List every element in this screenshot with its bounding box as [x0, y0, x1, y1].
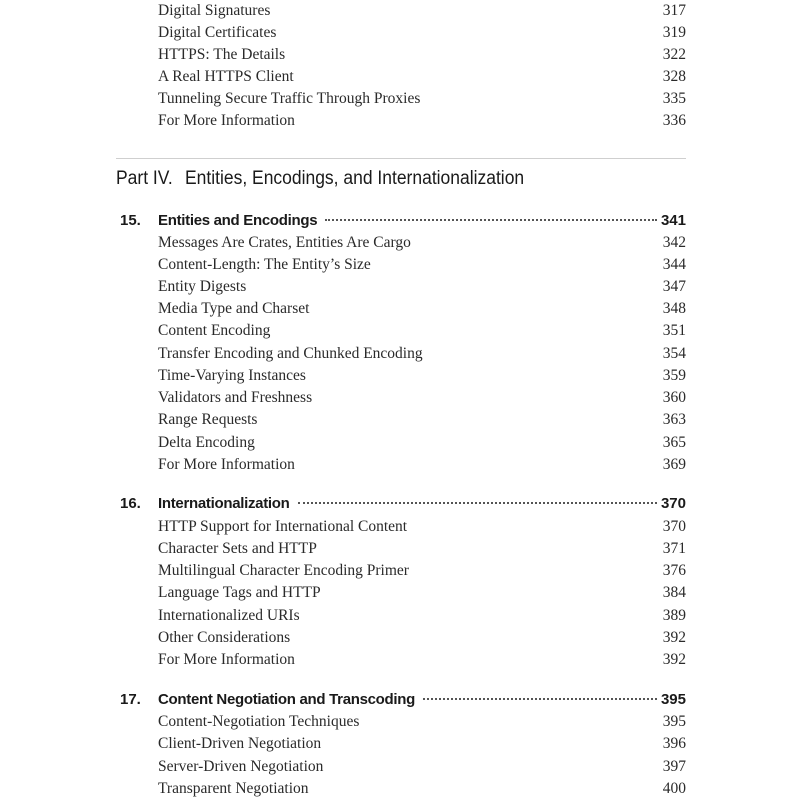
- chapter-heading[interactable]: [120, 209, 686, 233]
- toc-entry-page: 363: [662, 411, 686, 428]
- chapter-number: 16.: [120, 495, 141, 512]
- toc-entry-page: 397: [662, 758, 686, 775]
- toc-entry-page: 384: [662, 584, 686, 601]
- toc-entry: [158, 711, 686, 733]
- toc-entry-page: 354: [662, 345, 686, 362]
- toc-entry-title: Range Requests: [158, 411, 258, 428]
- toc-entry-title: HTTPS: The Details: [158, 46, 286, 63]
- toc-entry-title: A Real HTTPS Client: [158, 68, 294, 85]
- toc-entry-title: Messages Are Crates, Entities Are Cargo: [158, 234, 411, 251]
- toc-entry-page: 322: [662, 46, 686, 63]
- chapter-number: 15.: [120, 212, 141, 229]
- toc-entry-title: Internationalized URIs: [158, 607, 300, 624]
- toc-entry-page: 369: [662, 456, 686, 473]
- toc-entry-page: 360: [662, 389, 686, 406]
- toc-entry-page: 336: [662, 112, 686, 129]
- chapter-page: 341: [660, 212, 686, 229]
- toc-entry-page: 392: [662, 629, 686, 646]
- toc-entry-title: Time-Varying Instances: [158, 367, 306, 384]
- toc-entry-page: 342: [662, 234, 686, 251]
- part-number: Part IV.: [116, 168, 173, 189]
- toc-entry-page: 359: [662, 367, 686, 384]
- toc-entry: [158, 516, 686, 538]
- toc-entry-title: HTTP Support for International Content: [158, 518, 408, 535]
- toc-entry-title: Transfer Encoding and Chunked Encoding: [158, 345, 423, 362]
- toc-entry-page: 365: [662, 434, 686, 451]
- toc-entry-page: 371: [662, 540, 686, 557]
- toc-entry: [158, 343, 686, 365]
- toc-entry-title: Content-Length: The Entity’s Size: [158, 256, 371, 273]
- toc-entry-page: 319: [662, 24, 686, 41]
- toc-entry: [158, 254, 686, 276]
- toc-entry-title: Delta Encoding: [158, 434, 255, 451]
- toc-entry-title: Content-Negotiation Techniques: [158, 713, 360, 730]
- toc-entry: [158, 0, 686, 22]
- toc-entry-page: 317: [662, 2, 686, 19]
- toc-entry-title: For More Information: [158, 456, 295, 473]
- toc-entry-page: 351: [662, 322, 686, 339]
- toc-entry: [158, 649, 686, 671]
- toc-entry: [158, 582, 686, 604]
- toc-entry-title: Digital Signatures: [158, 2, 271, 19]
- toc-entry: [158, 66, 686, 88]
- toc-entry-page: 395: [662, 713, 686, 730]
- dot-leader: [325, 219, 657, 221]
- toc-entry: [158, 432, 686, 454]
- chapter-title: Internationalization: [158, 495, 290, 512]
- part-divider: [116, 158, 686, 159]
- toc-entry-title: For More Information: [158, 651, 295, 668]
- toc-entry-page: 370: [662, 518, 686, 535]
- toc-entry: [158, 44, 686, 66]
- toc-entry-title: For More Information: [158, 112, 295, 129]
- toc-entry: [158, 387, 686, 409]
- toc-entry-title: Validators and Freshness: [158, 389, 313, 406]
- part-title: Entities, Encodings, and Internationalization: [185, 168, 525, 189]
- toc-entry-page: 348: [662, 300, 686, 317]
- toc-entry: [158, 298, 686, 320]
- toc-entry: [158, 110, 686, 132]
- toc-entry: [158, 22, 686, 44]
- part-heading: [116, 164, 524, 194]
- toc-entry: [158, 538, 686, 560]
- toc-entry-title: Multilingual Character Encoding Primer: [158, 562, 409, 579]
- toc-entry-page: 396: [662, 735, 686, 752]
- toc-entry-page: 389: [662, 607, 686, 624]
- toc-entry-page: 347: [662, 278, 686, 295]
- chapter-page: 370: [660, 495, 686, 512]
- dot-leader: [298, 502, 657, 504]
- toc-entry-page: 335: [662, 90, 686, 107]
- toc-entry-title: Content Encoding: [158, 322, 271, 339]
- toc-entry-title: Digital Certificates: [158, 24, 277, 41]
- toc-entry-title: Entity Digests: [158, 278, 247, 295]
- toc-entry-title: Character Sets and HTTP: [158, 540, 317, 557]
- chapter-heading[interactable]: [120, 688, 686, 712]
- toc-entry: [158, 365, 686, 387]
- toc-entry-page: 344: [662, 256, 686, 273]
- toc-entry: [158, 88, 686, 110]
- toc-entry: [158, 733, 686, 755]
- dot-leader: [423, 698, 657, 700]
- toc-entry-title: Language Tags and HTTP: [158, 584, 321, 601]
- toc-entry: [158, 454, 686, 476]
- toc-entry-page: 376: [662, 562, 686, 579]
- toc-entry: [158, 409, 686, 431]
- toc-entry: [158, 627, 686, 649]
- chapter-number: 17.: [120, 691, 141, 708]
- toc-entry-title: Media Type and Charset: [158, 300, 310, 317]
- toc-entry: [158, 560, 686, 582]
- chapter-page: 395: [660, 691, 686, 708]
- toc-entry-title: Transparent Negotiation: [158, 780, 309, 797]
- toc-entry-title: Server-Driven Negotiation: [158, 758, 324, 775]
- toc-entry: [158, 276, 686, 298]
- toc-entry-title: Client-Driven Negotiation: [158, 735, 322, 752]
- toc-entry-title: Tunneling Secure Traffic Through Proxies: [158, 90, 421, 107]
- toc-entry-page: 328: [662, 68, 686, 85]
- chapter-title: Entities and Encodings: [158, 212, 318, 229]
- chapter-heading[interactable]: [120, 492, 686, 516]
- toc-entry: [158, 756, 686, 778]
- toc-entry-page: 392: [662, 651, 686, 668]
- toc-entry: [158, 778, 686, 800]
- toc-entry-page: 400: [662, 780, 686, 797]
- toc-entry: [158, 232, 686, 254]
- toc-entry-title: Other Considerations: [158, 629, 291, 646]
- toc-entry: [158, 320, 686, 342]
- toc-entry: [158, 605, 686, 627]
- chapter-title: Content Negotiation and Transcoding: [158, 691, 415, 708]
